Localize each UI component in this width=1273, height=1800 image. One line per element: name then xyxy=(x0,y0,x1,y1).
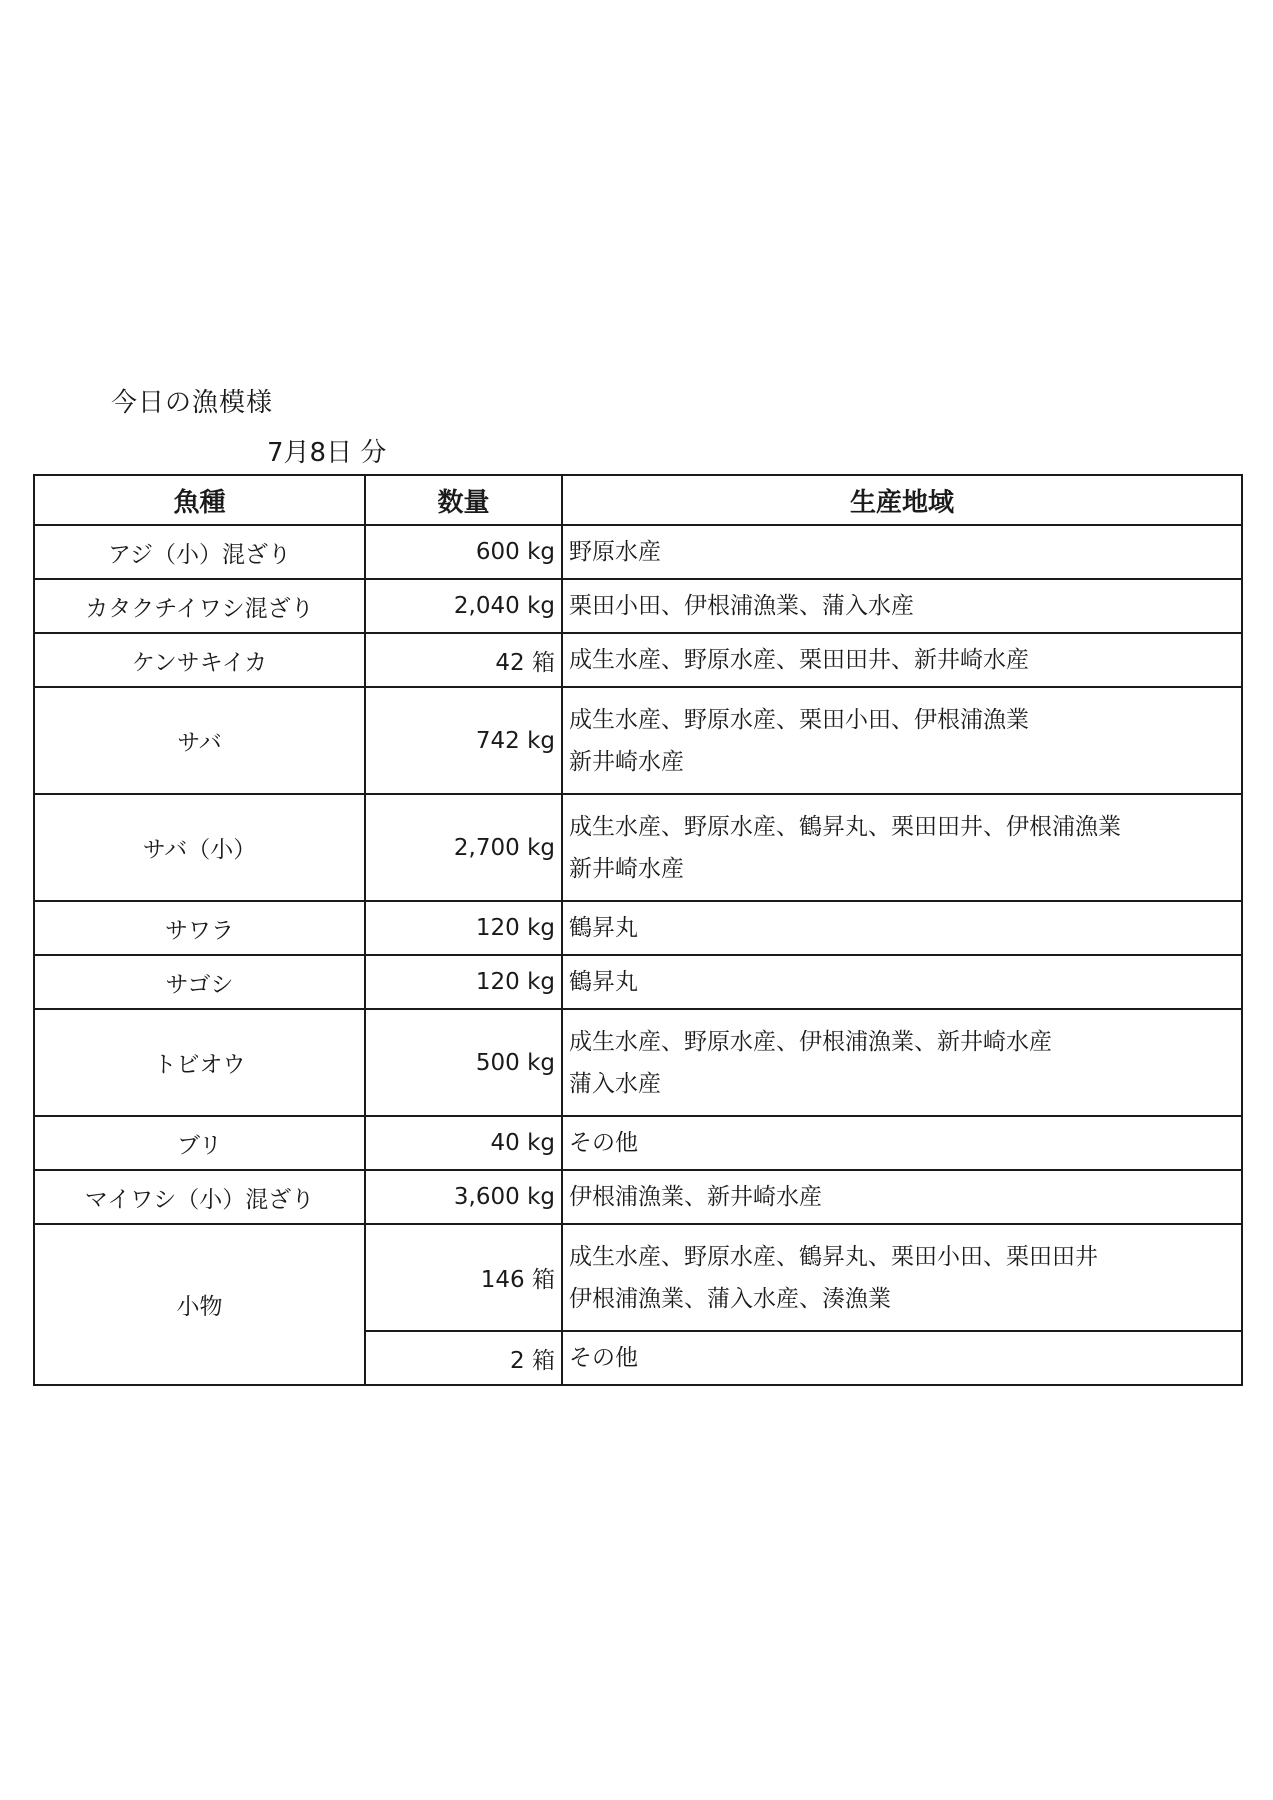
species-cell: サワラ xyxy=(34,901,365,955)
region-cell xyxy=(562,794,1242,901)
region-cell xyxy=(562,955,1242,1009)
table-row xyxy=(34,1009,1242,1116)
species-cell: アジ（小）混ざり xyxy=(34,525,365,579)
report-date: 7月8日 分 xyxy=(267,438,387,468)
region-line: 成生水産、野原水産、鶴昇丸、栗田小田、栗田田井 xyxy=(569,1243,1098,1270)
table-row xyxy=(34,1170,1242,1224)
region-line: その他 xyxy=(569,1345,638,1371)
species-cell: ケンサキイカ xyxy=(34,633,365,687)
table-row xyxy=(34,1224,1242,1331)
region-cell xyxy=(562,525,1242,579)
quantity-cell: 2 箱 xyxy=(365,1331,562,1385)
region-cell xyxy=(562,1224,1242,1331)
region-cell xyxy=(562,901,1242,955)
table-row xyxy=(34,1116,1242,1170)
quantity-cell: 600 kg xyxy=(365,525,562,579)
table-row xyxy=(34,955,1242,1009)
region-cell xyxy=(562,687,1242,794)
region-line: 新井崎水産 xyxy=(569,748,684,775)
quantity-cell: 146 箱 xyxy=(365,1224,562,1331)
species-cell: マイワシ（小）混ざり xyxy=(34,1170,365,1224)
table-row xyxy=(34,687,1242,794)
region-cell xyxy=(562,1170,1242,1224)
quantity-cell: 120 kg xyxy=(365,955,562,1009)
region-cell xyxy=(562,1009,1242,1116)
header-region: 生産地域 xyxy=(562,475,1242,525)
region-cell xyxy=(562,579,1242,633)
quantity-cell: 40 kg xyxy=(365,1116,562,1170)
table-row xyxy=(34,901,1242,955)
species-cell: トビオウ xyxy=(34,1009,365,1116)
species-cell: サバ（小） xyxy=(34,794,365,901)
quantity-cell: 42 箱 xyxy=(365,633,562,687)
species-cell: カタクチイワシ混ざり xyxy=(34,579,365,633)
species-cell: サゴシ xyxy=(34,955,365,1009)
region-line: 栗田小田、伊根浦漁業、蒲入水産 xyxy=(569,593,914,619)
region-line: 鶴昇丸 xyxy=(569,969,638,995)
table-row xyxy=(34,579,1242,633)
table-row xyxy=(34,525,1242,579)
region-line: 成生水産、野原水産、伊根浦漁業、新井崎水産 xyxy=(569,1028,1052,1055)
region-line: 鶴昇丸 xyxy=(569,915,638,941)
quantity-cell: 742 kg xyxy=(365,687,562,794)
header-species: 魚種 xyxy=(34,475,365,525)
region-line: 成生水産、野原水産、栗田小田、伊根浦漁業 xyxy=(569,706,1029,733)
header-quantity: 数量 xyxy=(365,475,562,525)
species-cell: ブリ xyxy=(34,1116,365,1170)
region-line: 新井崎水産 xyxy=(569,855,684,882)
species-cell: サバ xyxy=(34,687,365,794)
quantity-cell: 2,700 kg xyxy=(365,794,562,901)
region-cell xyxy=(562,633,1242,687)
table-row xyxy=(34,794,1242,901)
quantity-cell: 500 kg xyxy=(365,1009,562,1116)
region-cell xyxy=(562,1331,1242,1385)
region-line: 伊根浦漁業、蒲入水産、湊漁業 xyxy=(569,1285,891,1312)
region-cell xyxy=(562,1116,1242,1170)
quantity-cell: 2,040 kg xyxy=(365,579,562,633)
page-title: 今日の漁模様 xyxy=(111,388,274,418)
catch-table xyxy=(33,474,1243,1386)
quantity-cell: 120 kg xyxy=(365,901,562,955)
region-line: その他 xyxy=(569,1130,638,1156)
region-line: 蒲入水産 xyxy=(569,1070,661,1097)
region-line: 伊根浦漁業、新井崎水産 xyxy=(569,1184,822,1210)
region-line: 成生水産、野原水産、栗田田井、新井崎水産 xyxy=(569,647,1029,673)
table-row xyxy=(34,633,1242,687)
table-header-row xyxy=(34,475,1242,525)
quantity-cell: 3,600 kg xyxy=(365,1170,562,1224)
region-line: 野原水産 xyxy=(569,539,661,565)
region-line: 成生水産、野原水産、鶴昇丸、栗田田井、伊根浦漁業 xyxy=(569,813,1121,840)
species-cell: 小物 xyxy=(34,1224,365,1385)
